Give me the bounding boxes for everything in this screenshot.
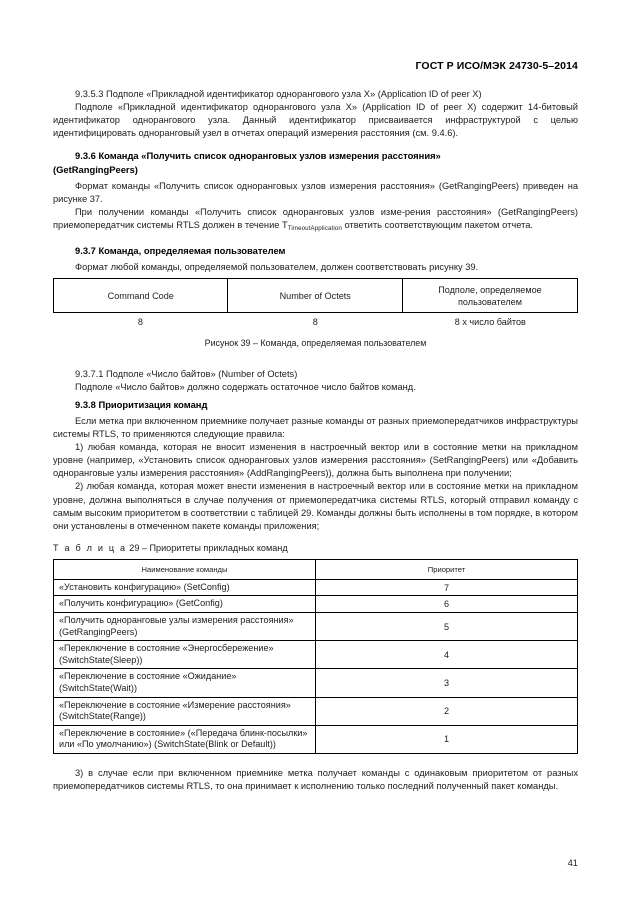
paragraph-9-3-6-format: Формат команды «Получить список одноранговых узлов измерения расстояния» (GetRangingPeers) приведен на рисунке 37. [53,180,578,204]
table-29-title-rest: 29 – Приоритеты прикладных команд [126,542,288,553]
table-row [54,697,578,725]
paragraph-9-3-6-timeout [53,206,578,235]
paragraph-9-3-7-1-heading: 9.3.7.1 Подполе «Число байтов» (Number of Octets) [75,368,298,379]
paragraph-9-3-8-intro: Если метка при включенном приемнике получает разные команды от разных приемопередатчиков инфраструктуры системы RTLS, то применяются следующие правила: [53,415,578,440]
heading-9-3-7: 9.3.7 Команда, определяемая пользователем [75,245,286,257]
table-29-title-prefix: Т а б л и ц а [53,542,127,553]
table-29-priority-0: 7 [316,579,578,596]
paragraph-9-3-5-3-body: Подполе «Прикладной идентификатор однорангового узла X» (Application ID of peer X) содержит 14-битовый идентификатор однорангового узла. Данный идентификатор присваивается инфраструктурой с целью идентифицировать одноранговый узел в отчетах операций измерения расстояния (см. 9.4.6). [53,102,578,139]
figure-39-bits-row [53,313,578,328]
table-29-title [53,542,578,555]
figure-39-field-bits-0: 8 [137,317,143,328]
figure-39-caption: Рисунок 39 – Команда, определяемая пользователем [204,338,427,349]
table-29-priority-6: 1 [316,725,578,753]
table-29-command-5: «Переключение в состояние «Измерение расстояния» (SwitchState(Range)) [54,697,316,725]
table-29-command-4: «Переключение в состояние «Ожидание» (SwitchState(Wait)) [54,669,316,697]
figure-39-field-bits-1: 8 [312,317,318,328]
table-29-command-6: «Переключение в состояние» («Передача блинк-посылки» или «По умолчанию») (SwitchState(Blink or Default)) [54,725,316,753]
table-29-column-header-priority: Приоритет [316,559,578,579]
table-29-priority-5: 2 [316,697,578,725]
table-29-head [54,559,578,579]
heading-9-3-6 [53,149,578,175]
table-29 [53,559,578,754]
figure-39-bits-values [53,313,578,328]
table-row [54,613,578,641]
table-29-priority-3: 4 [316,641,578,669]
paragraph-9-3-8-rule-3: 3) в случае если при включенном приемнике метка получает команды с одинаковым приоритетом от разных приемопередатчиков системы RTLS, то она принимает к исполнению только последний полученный пакет команды. [53,768,578,792]
heading-9-3-6-line2: (GetRangingPeers) [53,163,138,175]
table-29-column-header-command: Наименование команды [54,559,316,579]
table-29-command-0: «Установить конфигурацию» (SetConfig) [54,579,316,596]
table-row [54,596,578,613]
figure-39-field-name-2: Подполе, определяемое пользователем [402,279,577,313]
running-header: ГОСТ Р ИСО/МЭК 24730-5–2014 [415,60,578,72]
page-number: 41 [567,857,578,868]
table-29-body [54,579,578,753]
figure-39-field-name-1: Number of Octets [228,279,402,313]
table-row [54,579,578,596]
table-row [54,725,578,753]
table-row [54,641,578,669]
table-29-priority-2: 5 [316,613,578,641]
heading-9-3-6-line1: 9.3.6 Команда «Получить список одноранговых узлов измерения расстояния» [75,150,441,162]
heading-9-3-8: 9.3.8 Приоритизация команд [75,398,208,410]
paragraph-9-3-8-rule-2: 2) любая команда, которая может внести изменения в настроечный вектор или в состояние метки на прикладном уровне, должна выполняться в случае получения от приемопередатчика системы RTLS, который отправил команду с самым высоким приоритетом в соответствии с таблицей 29. Команды должны быть исполнены в том порядке, в котором они установлены в отмеченном пакете команды приложения; [53,481,578,531]
figure-39-table [53,278,578,313]
table-29-command-1: «Получить конфигурацию» (GetConfig) [54,596,316,613]
figure-39-field-bits-2: 8 х число байтов [454,317,526,328]
figure-39-field-name-0: Command Code [54,279,228,313]
figure-39-field-row [54,279,578,313]
timeout-text-before: При получении команды «Получить список одноранговых узлов изме-рения расстояния» (GetRangingPeers) приемопередатчик системы RTLS должен в течение T [53,206,578,231]
table-29-command-3: «Переключение в состояние «Энергосбережение» (SwitchState(Sleep)) [54,641,316,669]
timeout-text-after: ответить соответствующим пакетом отчета. [341,220,533,231]
table-29-priority-1: 6 [316,596,578,613]
document-content [53,88,578,793]
table-29-priority-4: 3 [316,669,578,697]
paragraph-9-3-8-rule-1: 1) любая команда, которая не вносит изменения в настроечный вектор или в состояние метки на прикладном уровне (например, «Установить список одноранговых узлов измерения расстояния» (SetRangingPeers) или «Добавить одноранговые узлы измерения расстояния» (AddRangingPeers)), должна быть выполнена при получении; [53,442,578,479]
paragraph-9-3-7-1-body: Подполе «Число байтов» должно содержать остаточное число байтов команд. [75,381,416,392]
table-row [54,669,578,697]
paragraph-9-3-5-3-heading: 9.3.5.3 Подполе «Прикладной идентификатор однорангового узла X» (Application ID of peer X) [75,89,482,99]
timeout-subscript: TimeoutApplication [287,225,342,233]
table-29-header-row [54,559,578,579]
table-29-command-2: «Получить одноранговые узлы измерения расстояния» (GetRangingPeers) [54,613,316,641]
paragraph-9-3-7-body: Формат любой команды, определяемой пользователем, должен соответствовать рисунку 39. [75,262,479,273]
